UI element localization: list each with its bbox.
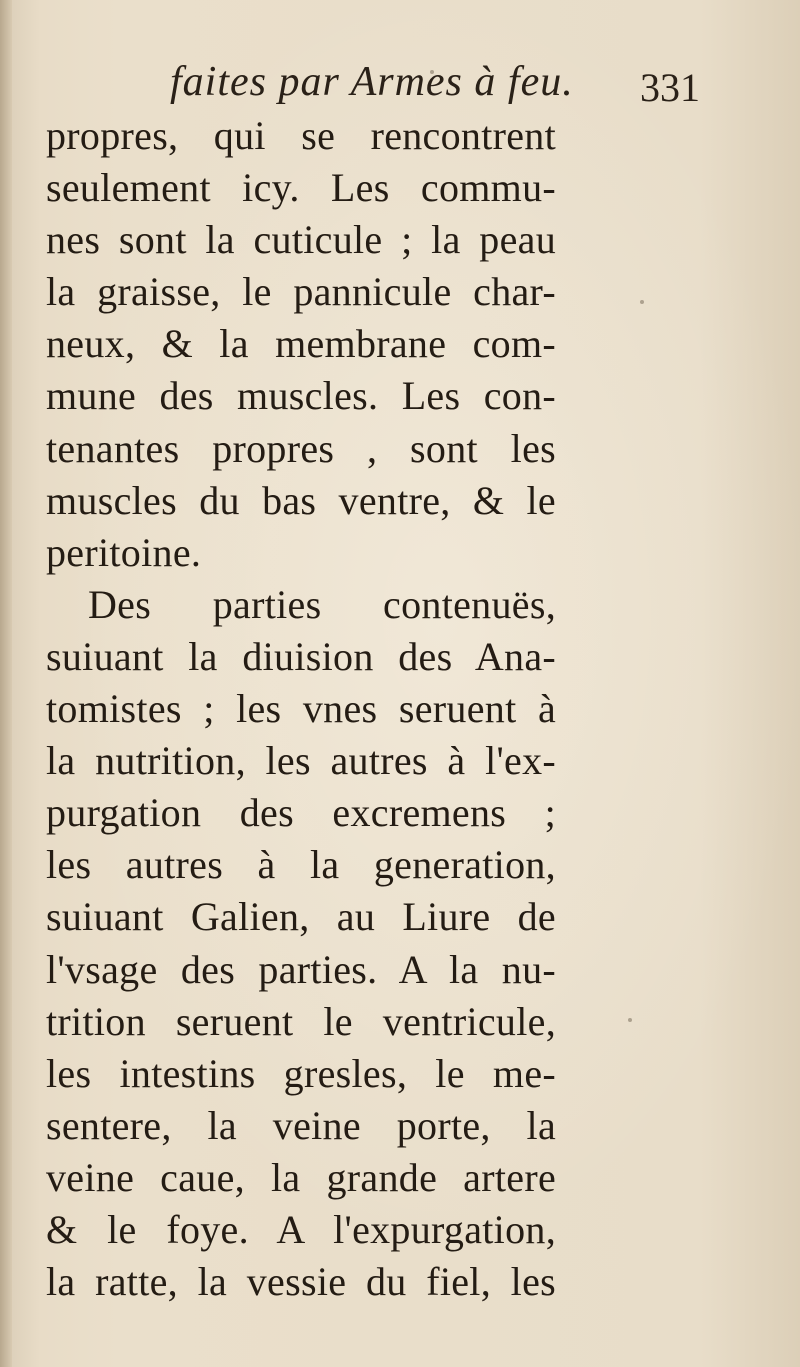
text-line: & le foye. A l'expurgation, [46, 1206, 556, 1252]
text-line: tenantes propres , sont les [46, 425, 556, 471]
text-line: suiuant la diuision des Ana- [46, 633, 556, 679]
running-head: faites par Armes à feu. [170, 59, 574, 105]
text-line: la nutrition, les autres à l'ex- [46, 738, 556, 784]
text-line: les autres à la generation, [46, 842, 556, 888]
text-line: peritoine. [46, 529, 202, 575]
text-line: nes sont la cuticule ; la peau [46, 217, 556, 263]
text-line: neux, & la membrane com- [46, 321, 556, 367]
text-line: les intestins gresles, le me- [46, 1050, 556, 1096]
text-line: purgation des excremens ; [46, 790, 556, 836]
text-line: propres, qui se rencontrent [46, 113, 556, 158]
text-line: muscles du bas ventre, & le [46, 477, 556, 523]
paragraph-start-line: Des parties contenuës, [88, 581, 556, 627]
page-gutter [0, 0, 12, 1367]
text-line: trition seruent le ventricule, [46, 998, 556, 1044]
page-header [170, 58, 730, 118]
paper-speck [628, 1018, 632, 1022]
text-line: suiuant Galien, au Liure de [46, 894, 556, 940]
text-line: l'vsage des parties. A la nu- [46, 946, 556, 992]
text-line: la ratte, la vessie du fiel, les [46, 1259, 556, 1305]
text-line: sentere, la veine porte, la [46, 1102, 556, 1148]
paper-speck [640, 300, 644, 304]
text-line: mune des muscles. Les con- [46, 373, 556, 419]
page-number: 331 [640, 65, 700, 110]
text-line: tomistes ; les vnes seruent à [46, 686, 556, 732]
body-text [46, 110, 556, 1308]
text-line: seulement icy. Les commu- [46, 165, 556, 211]
text-line: veine caue, la grande artere [46, 1154, 556, 1200]
paper-speck [430, 70, 434, 74]
text-line: la graisse, le pannicule char- [46, 269, 556, 315]
